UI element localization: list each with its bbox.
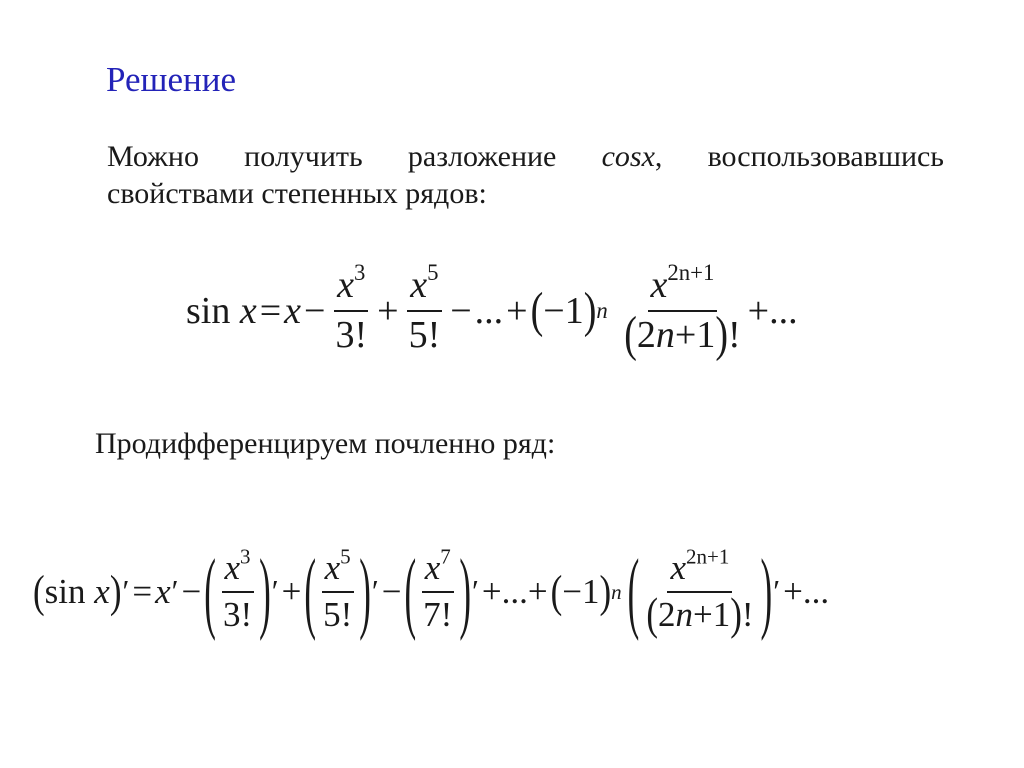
f1-x5: x	[410, 264, 428, 306]
f2-frac-3	[220, 544, 255, 634]
f2-exp3: 3	[240, 544, 251, 569]
f2-dots: +...+	[481, 572, 548, 612]
f1-den-rest: +1	[674, 313, 716, 356]
f1-term1: x	[284, 289, 302, 332]
f2-frac-general: $\frac{x^{2n+1}}{(2n+1)!}$	[646, 544, 754, 640]
f1-frac-5	[406, 259, 444, 356]
f2-sin: sin	[44, 572, 86, 612]
f1-exp5: 5	[427, 259, 439, 285]
f2-x: x	[155, 572, 171, 612]
f2-den3: 3!	[222, 594, 253, 634]
f2-den-n: n	[675, 594, 693, 634]
derivative-formula: ( sin x ) ′ = x ′ − ( $\frac{x^3}{3!}$ ) ′ + ( $\frac{x^5}{5!}$ ) ′ − ( $\frac{x^7}{7!}$ ) ′ +...+ ( −1 ) n ( $\frac{x^{2n+1}}{(2n+1)!}$ ) ′ +...	[33, 541, 830, 643]
intro-function-name: cosx	[601, 140, 655, 173]
slide-title: Решение	[106, 60, 237, 99]
f1-frac-3	[332, 259, 370, 356]
f1-den-2: 2	[636, 313, 656, 356]
intro-text-before: Можно получить разложение	[107, 140, 602, 173]
f2-eq: =	[132, 572, 153, 612]
f1-den-bang: !	[728, 313, 741, 356]
f2-var: x	[94, 572, 110, 612]
f2-plus-1: +	[281, 572, 302, 612]
f1-frac-general: $\frac{x^{2n+1}}{(2n+1)!}$	[624, 259, 741, 362]
f1-den3: 3!	[335, 313, 368, 356]
f2-den-bang: !	[741, 594, 754, 634]
f1-neg-one: −1	[543, 289, 584, 332]
f2-minus-1: −	[181, 572, 202, 612]
f1-den5: 5!	[408, 313, 441, 356]
f2-exp7: 7	[440, 544, 451, 569]
sin-series-formula: sin x = x − $\frac{x^3}{3!}$ + $\frac{x^5}{5!}$ − ... + ( −1 ) n $\frac{x^{2n+1}}{(2n+1)!}$ +...	[186, 259, 798, 362]
f2-exp-gen: 2n+1	[686, 544, 730, 569]
f2-frac-7	[420, 544, 455, 634]
f2-x5: x	[324, 548, 341, 587]
step-text: Продифференцируем почленно ряд:	[95, 427, 556, 460]
f2-x3: x	[224, 548, 241, 587]
intro-paragraph	[107, 138, 944, 212]
f2-den7: 7!	[423, 594, 453, 634]
f2-x7: x	[424, 548, 441, 587]
f1-exp-gen: 2n+1	[667, 259, 715, 285]
f2-xgen: x	[670, 548, 687, 587]
f1-xgen: x	[650, 264, 668, 306]
f1-minus-2: −	[450, 289, 472, 332]
intro-text-after: , воспользовавшись свойствами степенных рядов:	[107, 140, 944, 210]
f2-neg-one: −1	[562, 572, 600, 612]
f1-den-n: n	[655, 313, 675, 356]
f1-sin: sin	[186, 289, 231, 332]
f2-den5: 5!	[323, 594, 353, 634]
f1-dots: ...	[474, 289, 504, 332]
f2-exp5: 5	[340, 544, 351, 569]
f1-eq: =	[259, 289, 282, 332]
f2-den-rest: +1	[692, 594, 731, 634]
f1-tail: +...	[747, 289, 798, 332]
f1-plus-2: +	[506, 289, 528, 332]
f1-exp3: 3	[354, 259, 366, 285]
f1-plus: +	[377, 289, 399, 332]
f2-minus-2: −	[381, 572, 402, 612]
f1-x3: x	[337, 264, 355, 306]
f1-minus: −	[304, 289, 326, 332]
f2-tail: +...	[783, 572, 830, 612]
f2-frac-5	[320, 544, 355, 634]
f2-den-2: 2	[657, 594, 676, 634]
f1-var: x	[239, 289, 257, 332]
